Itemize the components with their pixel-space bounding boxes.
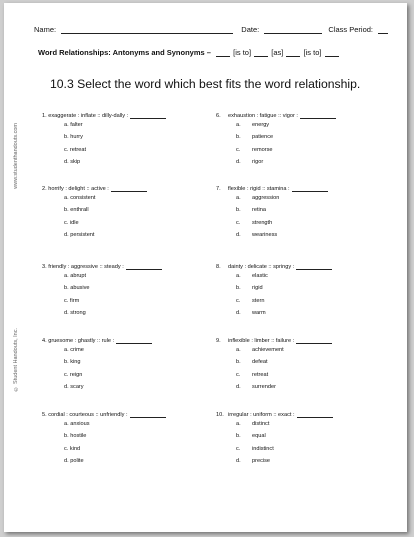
question-6 bbox=[216, 113, 336, 168]
blank-4 bbox=[325, 49, 339, 57]
answer-blank[interactable] bbox=[292, 186, 328, 192]
option[interactable]: a. achievement bbox=[236, 347, 284, 353]
title-text: Word Relationships: Antonyms and Synonyms – bbox=[38, 48, 211, 57]
question-number: 6. bbox=[216, 113, 221, 119]
option[interactable]: b. hostile bbox=[64, 433, 87, 440]
option[interactable]: d. polite bbox=[64, 457, 84, 464]
question-3 bbox=[42, 264, 162, 319]
question-number: 8. bbox=[216, 264, 221, 270]
side-watermark bbox=[7, 123, 19, 423]
worksheet-title bbox=[38, 48, 340, 57]
side-copyright: © Student Handouts, Inc. bbox=[13, 328, 19, 392]
question-4 bbox=[42, 338, 152, 393]
question-number: 9. bbox=[216, 338, 221, 344]
option[interactable]: a. distinct bbox=[236, 421, 270, 427]
option[interactable]: b. rigid bbox=[236, 285, 263, 292]
option[interactable]: a. crime bbox=[64, 347, 84, 353]
option[interactable]: d. scary bbox=[64, 383, 84, 390]
class-period-field[interactable] bbox=[378, 25, 388, 34]
option[interactable]: b. patience bbox=[236, 134, 274, 141]
option[interactable]: b. abusive bbox=[64, 285, 90, 292]
is-to-label-2: [is to] bbox=[303, 48, 322, 57]
option[interactable]: d. weariness bbox=[236, 231, 278, 238]
answer-blank[interactable] bbox=[130, 412, 166, 418]
option[interactable]: c. retreat bbox=[236, 371, 269, 378]
instructions: 10.3 Select the word which best fits the word relationship. bbox=[50, 77, 361, 91]
option[interactable]: a. elastic bbox=[236, 273, 268, 279]
option[interactable]: d. precise bbox=[236, 457, 271, 464]
answer-blank[interactable] bbox=[296, 338, 332, 344]
option[interactable]: a. anxious bbox=[64, 421, 90, 427]
option[interactable]: c. strength bbox=[236, 219, 273, 226]
option[interactable]: c. remorse bbox=[236, 146, 273, 153]
option[interactable]: c. kind bbox=[64, 445, 81, 452]
question-9 bbox=[216, 338, 332, 393]
blank-3 bbox=[286, 49, 300, 57]
answer-blank[interactable] bbox=[116, 338, 152, 344]
as-label: [as] bbox=[271, 48, 284, 57]
option[interactable]: b. hurry bbox=[64, 134, 83, 141]
option[interactable]: d. warm bbox=[236, 309, 266, 316]
option[interactable]: c. indistinct bbox=[236, 445, 274, 452]
option[interactable]: c. stern bbox=[236, 297, 265, 304]
date-label: Date: bbox=[241, 25, 260, 34]
option[interactable]: c. firm bbox=[64, 297, 80, 304]
answer-blank[interactable] bbox=[111, 186, 147, 192]
option[interactable]: b. king bbox=[64, 359, 81, 366]
option[interactable]: c. idle bbox=[64, 219, 79, 226]
question-1 bbox=[42, 113, 166, 168]
option[interactable]: a. energy bbox=[236, 122, 270, 128]
worksheet-page bbox=[4, 3, 407, 532]
option[interactable]: b. defeat bbox=[236, 359, 268, 366]
question-stem: 1. exaggerate : inflate :: dilly-dally : bbox=[42, 113, 129, 119]
is-to-label-1: [is to] bbox=[233, 48, 252, 57]
question-stem: inflexible : limber :: failure : bbox=[228, 338, 295, 344]
question-stem: dainty : delicate :: springy : bbox=[228, 264, 295, 270]
question-10 bbox=[216, 412, 333, 467]
question-8 bbox=[216, 264, 332, 319]
question-number: 7. bbox=[216, 186, 221, 192]
option[interactable]: b. enthrall bbox=[64, 207, 89, 214]
date-field[interactable] bbox=[264, 25, 322, 34]
option[interactable]: c. reign bbox=[64, 371, 83, 378]
header-fields bbox=[34, 25, 388, 34]
option[interactable]: a. falter bbox=[64, 122, 83, 128]
answer-blank[interactable] bbox=[300, 113, 336, 119]
question-stem: 2. horrify : delight :: active : bbox=[42, 186, 109, 192]
option[interactable]: a. abrupt bbox=[64, 273, 87, 279]
question-stem: 5. cordial : courteous :: unfriendly : bbox=[42, 412, 128, 418]
question-stem: irregular : uniform :: exact : bbox=[228, 412, 295, 418]
question-number: 10. bbox=[216, 412, 224, 418]
question-stem: 3. friendly : aggressive :: steady : bbox=[42, 264, 124, 270]
option[interactable]: c. retreat bbox=[64, 146, 87, 153]
option[interactable]: d. strong bbox=[64, 309, 86, 316]
question-stem: exhaustion : fatigue :: vigor : bbox=[228, 113, 298, 119]
option[interactable]: a. consistent bbox=[64, 195, 96, 201]
option[interactable]: d. persistent bbox=[64, 231, 95, 238]
option[interactable]: b. retina bbox=[236, 207, 266, 214]
answer-blank[interactable] bbox=[126, 264, 162, 270]
name-field[interactable] bbox=[61, 25, 233, 34]
question-2 bbox=[42, 186, 147, 241]
answer-blank[interactable] bbox=[130, 113, 166, 119]
answer-blank[interactable] bbox=[296, 264, 332, 270]
answer-blank[interactable] bbox=[297, 412, 333, 418]
blank-1 bbox=[216, 49, 230, 57]
question-stem: 4. gruesome : ghastly :: rule : bbox=[42, 338, 115, 344]
option[interactable]: b. equal bbox=[236, 433, 266, 440]
question-7 bbox=[216, 186, 328, 241]
side-website: www.studenthandouts.com bbox=[13, 123, 19, 189]
option[interactable]: a. aggression bbox=[236, 195, 280, 201]
class-period-label: Class Period: bbox=[328, 25, 374, 34]
question-5 bbox=[42, 412, 166, 467]
question-stem: flexible : rigid :: stamina : bbox=[228, 186, 290, 192]
blank-2 bbox=[254, 49, 268, 57]
option[interactable]: d. surrender bbox=[236, 383, 276, 390]
name-label: Name: bbox=[34, 25, 57, 34]
option[interactable]: d. rigor bbox=[236, 158, 264, 165]
option[interactable]: d. skip bbox=[64, 158, 81, 165]
